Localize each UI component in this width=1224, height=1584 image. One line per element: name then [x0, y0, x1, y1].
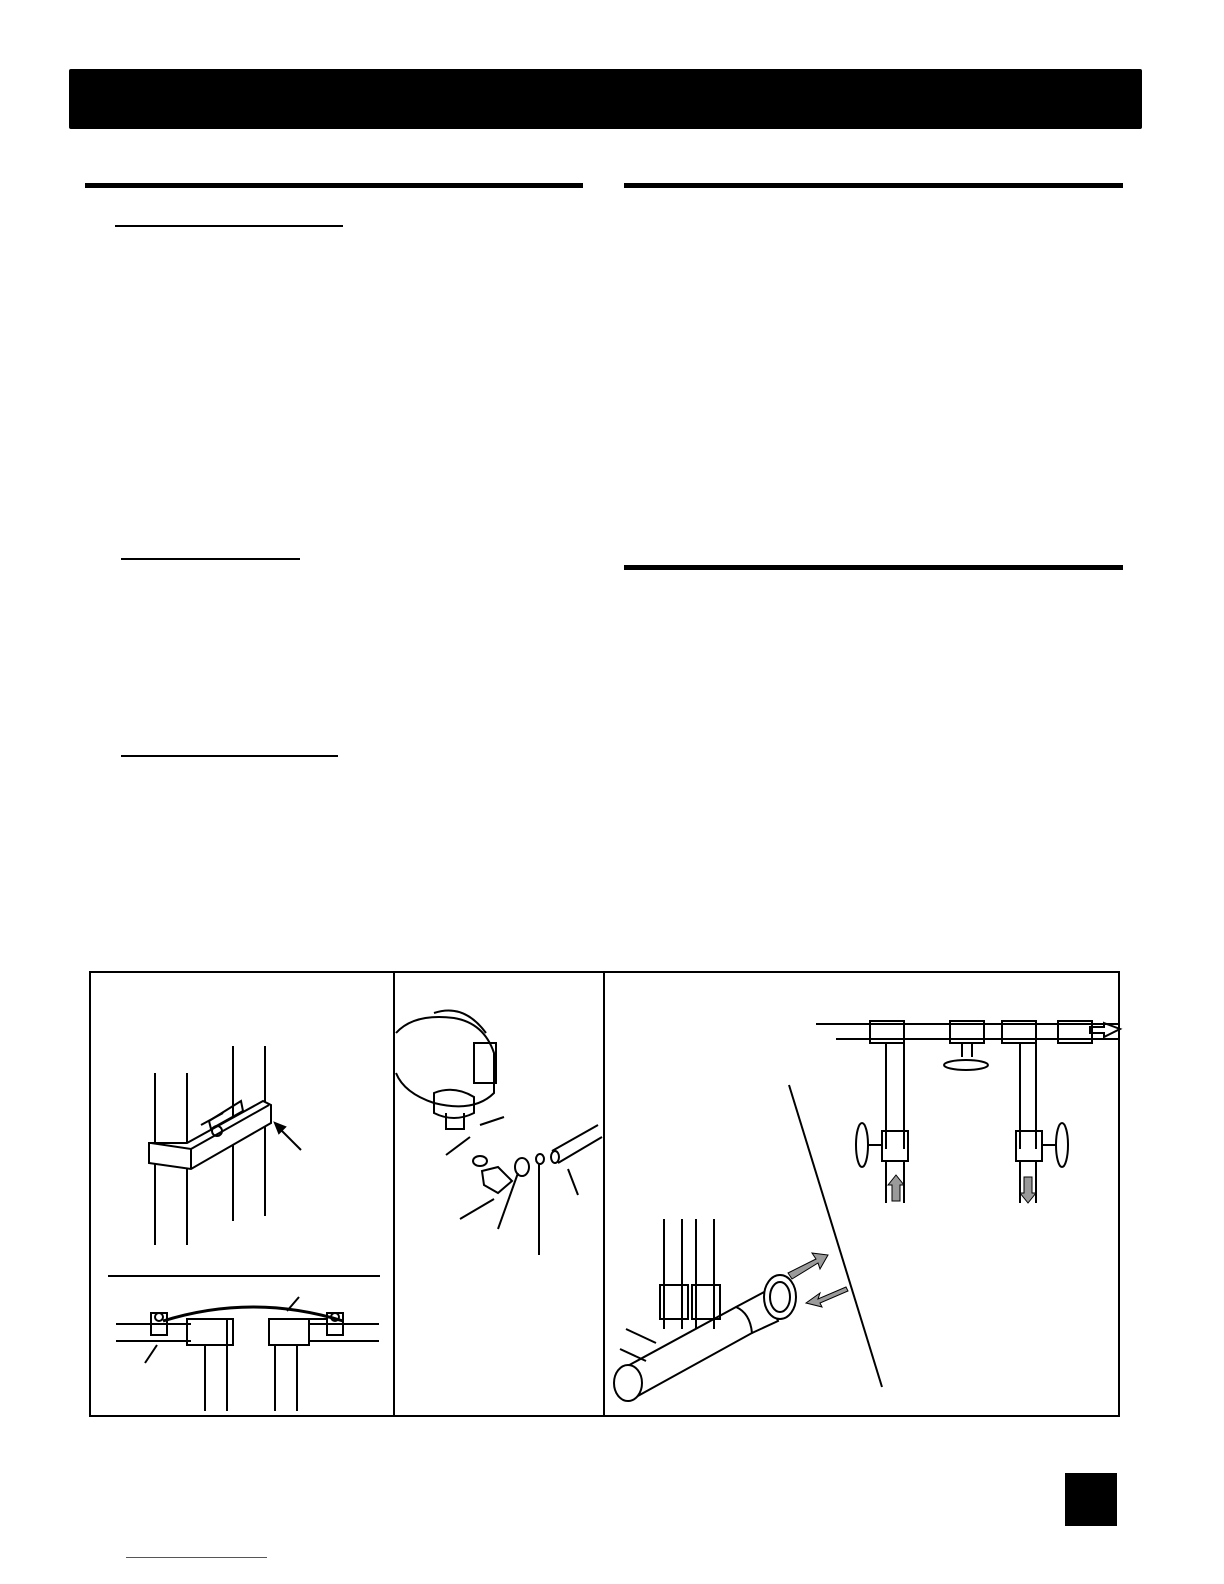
- flow-out-arrow-icon: [1020, 1177, 1036, 1203]
- footer-link[interactable]: [126, 1557, 267, 1558]
- bypass-figure: [606, 973, 1118, 1415]
- right-section-rule-2: [624, 565, 1123, 570]
- left-subheading-underline-2: [121, 558, 300, 560]
- left-section-rule: [85, 183, 583, 188]
- ground-strap-icon: [116, 1297, 379, 1411]
- elbow-fitting-icon: [473, 1154, 544, 1193]
- left-subheading-underline-1: [115, 225, 343, 227]
- pipe-clamp-icon: [149, 1046, 301, 1245]
- flow-in-arrow-icon: [888, 1175, 904, 1201]
- right-section-rule-1: [624, 183, 1123, 188]
- valve-head-icon: [396, 1011, 496, 1130]
- disconnect-arrow-icon: [806, 1287, 848, 1307]
- bypass-valve-icon: [614, 1219, 796, 1401]
- left-subheading-underline-3: [121, 755, 338, 757]
- page-number-box: [1065, 1473, 1117, 1526]
- drain-fitting-figure: [394, 973, 602, 1415]
- header-bar: [69, 69, 1142, 129]
- view-divider-line: [789, 1085, 882, 1387]
- drain-tube-icon: [551, 1125, 602, 1163]
- three-valve-bypass-icon: [816, 1021, 1120, 1203]
- pipe-clamp-figure: [91, 973, 391, 1415]
- connect-arrow-icon: [788, 1253, 828, 1279]
- figure-divider-2: [603, 973, 605, 1415]
